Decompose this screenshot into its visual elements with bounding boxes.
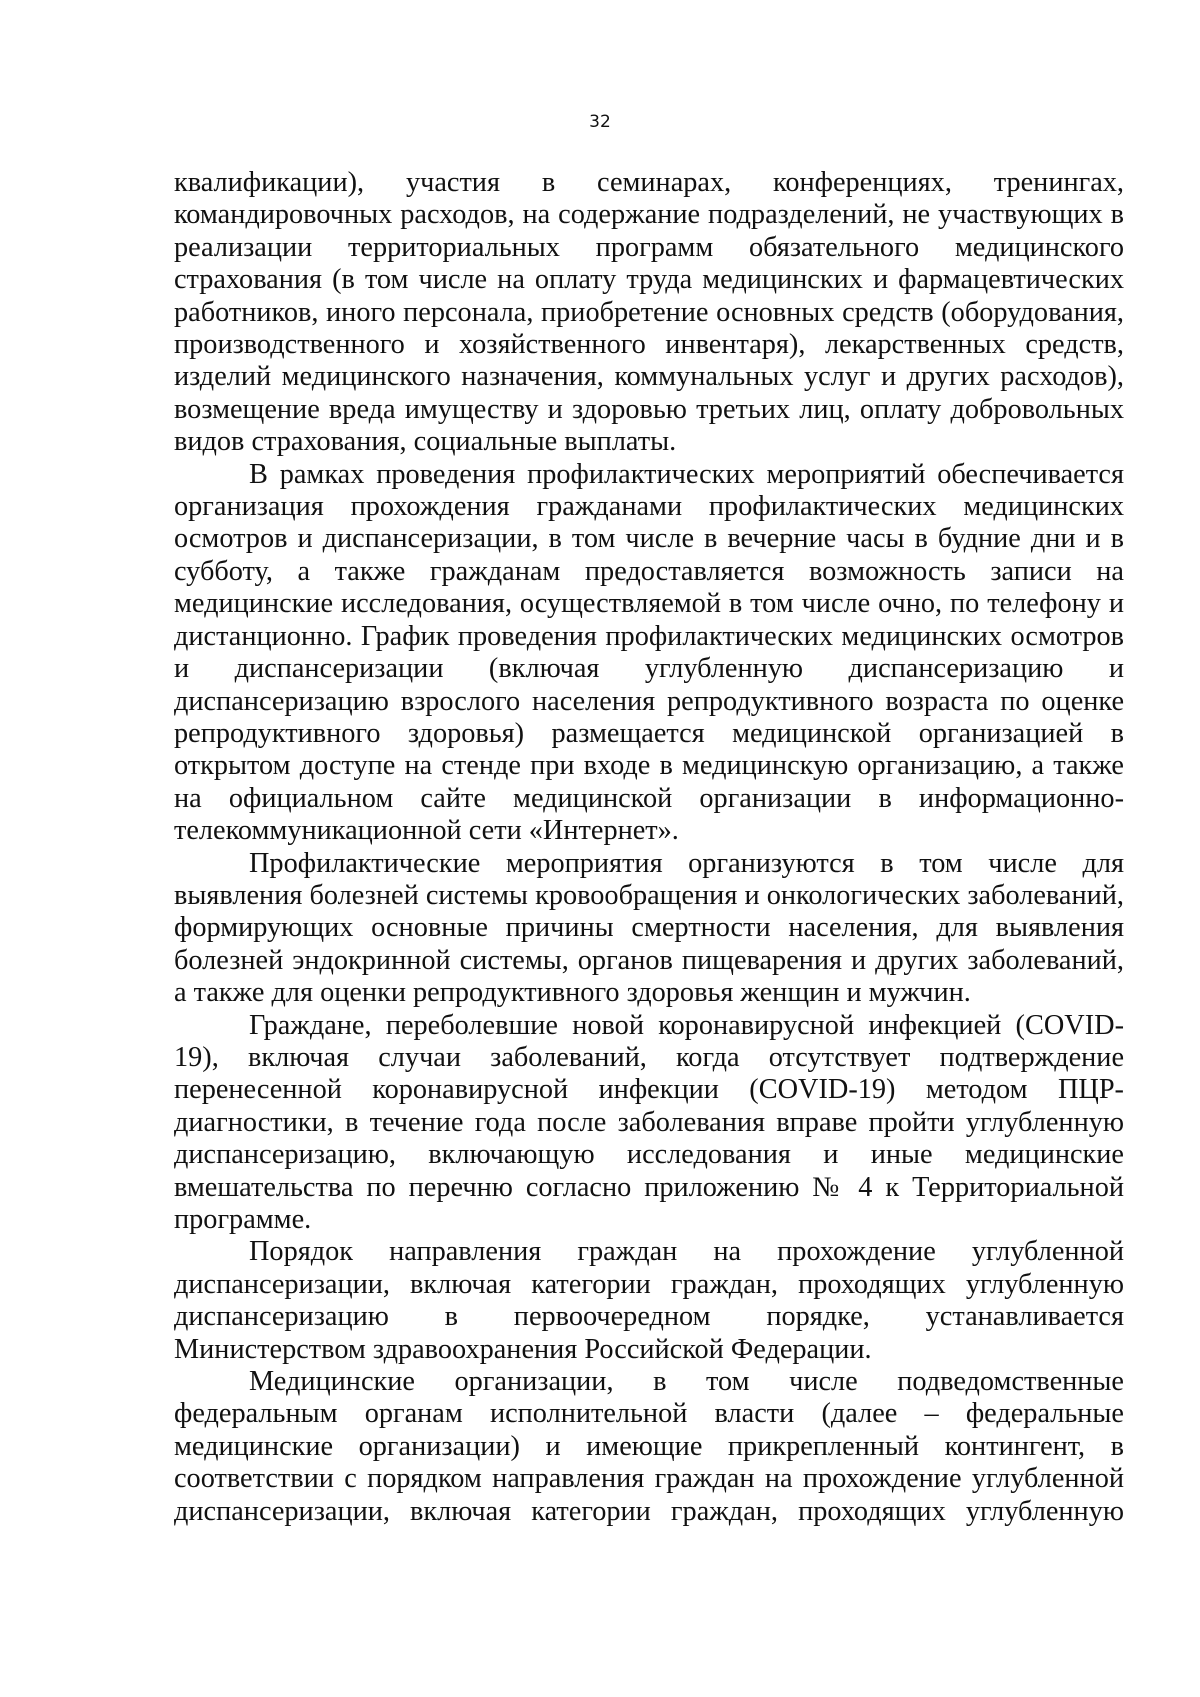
paragraph-preventive-goals: Профилактические мероприятия организуются в том числе для выявления болезней системы кровообращения и онкологических заболеваний, формирующих основные причины смертности населения, для выявления болезней эндокринной системы, органов пищеварения и других заболеваний, а также для оценки репродуктивного здоровья женщин и мужчин.	[174, 847, 1124, 1009]
paragraph-covid-citizens: Граждане, переболевшие новой коронавирусной инфекцией (COVID-19), включая случаи заболеваний, когда отсутствует подтверждение перенесенной коронавирусной инфекции (COVID-19) методом ПЦР-диагностики, в течение года после заболевания вправе пройти углубленную диспансеризацию, включающую исследования и иные медицинские вмешательства по перечню согласно приложению № 4 к Территориальной программе.	[174, 1009, 1124, 1235]
paragraph-medical-organizations: Медицинские организации, в том числе подведомственные федеральным органам исполнительной власти (далее – федеральные медицинские организации) и имеющие прикрепленный контингент, в соответствии с порядком направления граждан на прохождение углубленной диспансеризации, включая категории граждан, проходящих углубленную	[174, 1366, 1124, 1527]
paragraph-preventive-measures: В рамках проведения профилактических мероприятий обеспечивается организация прохождения гражданами профилактических медицинских осмотров и диспансеризации, в том числе в вечерние часы в будние дни и в субботу, а также гражданам предоставляется возможность записи на медицинские исследования, осуществляемой в том числе очно, по телефону и дистанционно. График проведения профилактических медицинских осмотров и диспансеризации (включая углубленную диспансеризацию и диспансеризацию взрослого населения репродуктивного возраста по оценке репродуктивного здоровья) размещается медицинской организацией в открытом доступе на стенде при входе в медицинскую организацию, а также на официальном сайте медицинской организации в информационно-телекоммуникационной сети «Интернет».	[174, 458, 1124, 847]
paragraph-continued: квалификации), участия в семинарах, конференциях, тренингах, командировочных расходов, на содержание подразделений, не участвующих в реализации территориальных программ обязательного медицинского страхования (в том числе на оплату труда медицинских и фармацевтических работников, иного персонала, приобретение основных средств (оборудования, производственного и хозяйственного инвентаря), лекарственных средств, изделий медицинского назначения, коммунальных услуг и других расходов), возмещение вреда имуществу и здоровью третьих лиц, оплату добровольных видов страхования, социальные выплаты.	[174, 167, 1124, 458]
document-body	[174, 167, 1124, 1528]
page-number: 32	[589, 112, 611, 132]
paragraph-referral-procedure: Порядок направления граждан на прохождение углубленной диспансеризации, включая категории граждан, проходящих углубленную диспансеризацию в первоочередном порядке, устанавливается Министерством здравоохранения Российской Федерации.	[174, 1236, 1124, 1365]
